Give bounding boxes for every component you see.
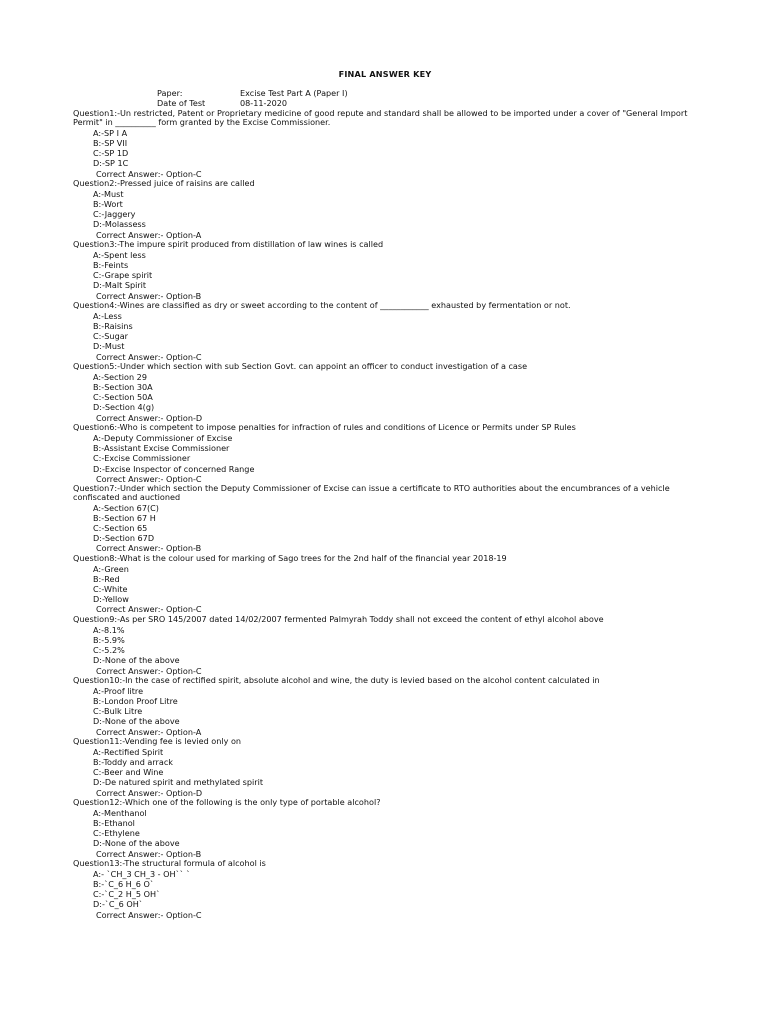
answer-option: C:-Section 50A [93, 392, 153, 403]
question-text: Question10:-In the case of rectified spirit, absolute alcohol and wine, the duty is levied based on the alcohol content calculated in [73, 674, 600, 685]
question-block [73, 737, 693, 798]
answer-option: B:-Section 67 H [93, 512, 156, 523]
answer-option: A:-SP I A [93, 127, 128, 138]
answer-option: A:-Deputy Commissioner of Excise [93, 432, 233, 443]
question-list [73, 109, 693, 920]
correct-answer: Correct Answer:- Option-C [96, 168, 202, 179]
option-list [73, 625, 693, 666]
option-list [73, 869, 693, 910]
paper-value: Excise Test Part A (Paper I) [240, 88, 348, 98]
answer-option: A:-Green [93, 563, 129, 574]
paper-label: Paper: [157, 88, 183, 98]
question-block [73, 676, 693, 737]
correct-answer: Correct Answer:- Option-B [96, 543, 202, 554]
question-block [73, 301, 693, 362]
answer-option: B:-Wort [93, 199, 123, 210]
correct-answer: Correct Answer:- Option-D [96, 412, 203, 423]
answer-option: B:-Toddy and arrack [93, 757, 173, 767]
answer-option: C:-Jaggery [93, 209, 136, 220]
answer-option: D:-Section 4(g) [93, 402, 155, 413]
answer-option: D:-Excise Inspector of concerned Range [93, 463, 255, 474]
question-text: Question7:-Under which section the Deputy Commissioner of Excise can issue a certificate to RTO authorities about the encumbrances of a vehicle confiscated and auctioned [73, 482, 670, 502]
answer-option: B:-Feints [93, 260, 129, 271]
answer-option: D:-Section 67D [93, 533, 155, 544]
question-text: Question4:-Wines are classified as dry or sweet according to the content of ____________ exhausted by fermentation or not. [73, 299, 571, 310]
correct-answer: Correct Answer:- Option-B [96, 290, 202, 301]
answer-option: B:-London Proof Litre [93, 695, 178, 706]
correct-answer: Correct Answer:- Option-B [96, 848, 202, 859]
correct-answer: Correct Answer:- Option-C [96, 909, 202, 920]
answer-option: B:-Assistant Excise Commissioner [93, 443, 230, 454]
answer-option: D:-`C_6 OH` [93, 899, 143, 910]
question-block [73, 615, 693, 676]
answer-option: A:-Section 29 [93, 371, 147, 382]
answer-option: B:-Section 30A [93, 382, 153, 393]
answer-option: D:-None of the above [93, 655, 180, 666]
question-text: Question3:-The impure spirit produced from distillation of law wines is called [73, 238, 384, 249]
correct-answer: Correct Answer:- Option-C [96, 351, 202, 362]
option-list [73, 747, 693, 788]
correct-answer: Correct Answer:- Option-C [96, 473, 202, 484]
answer-option: A:-Rectified Spirit [93, 746, 164, 757]
answer-option: A:-Menthanol [93, 807, 147, 818]
answer-option: A:-8.1% [93, 624, 125, 635]
answer-option: B:-`C_6 H_6 O` [93, 879, 154, 890]
question-block [73, 109, 693, 179]
question-text: Question6:-Who is competent to impose penalties for infraction of rules and conditions of Licence or Permits under SP Rules [73, 421, 576, 432]
question-block [73, 179, 693, 240]
answer-option: B:-Ethanol [93, 818, 135, 829]
correct-answer: Correct Answer:- Option-A [96, 229, 202, 240]
answer-option: D:-Yellow [93, 594, 129, 605]
paper-row [157, 88, 348, 98]
answer-option: A:-Proof litre [93, 685, 144, 696]
answer-option: B:-SP VII [93, 137, 128, 148]
answer-option: A:- `CH_3 CH_3 - OH`` ` [93, 868, 191, 879]
option-list [73, 372, 693, 413]
question-text: Question13:-The structural formula of alcohol is [73, 857, 266, 868]
question-text: Question8:-What is the colour used for marking of Sago trees for the 2nd half of the financial year 2018-19 [73, 552, 507, 563]
answer-option: B:-5.9% [93, 634, 125, 645]
option-list [73, 686, 693, 727]
answer-option: C:-Beer and Wine [93, 767, 164, 778]
option-list [73, 128, 693, 169]
question-text: Question9:-As per SRO 145/2007 dated 14/02/2007 fermented Palmyrah Toddy shall not exceed the content of ethyl alcohol above [73, 613, 604, 624]
question-text: Question11:-Vending fee is levied only on [73, 735, 242, 746]
answer-option: A:-Less [93, 310, 122, 321]
exam-meta [157, 88, 348, 108]
date-label: Date of Test [157, 98, 206, 109]
page-title: FINAL ANSWER KEY [338, 69, 432, 79]
answer-option: D:-None of the above [93, 838, 180, 849]
answer-option: D:-Molassess [93, 219, 146, 230]
correct-answer: Correct Answer:- Option-A [96, 726, 202, 737]
question-block [73, 798, 693, 859]
answer-option: D:-SP 1C [93, 158, 129, 169]
answer-option: A:-Spent less [93, 249, 146, 260]
question-block [73, 859, 693, 920]
answer-option: D:-Malt Spirit [93, 280, 147, 291]
question-text: Question5:-Under which section with sub Section Govt. can appoint an officer to conduct investigation of a case [73, 360, 528, 371]
answer-option: D:-Must [93, 341, 125, 352]
question-block [73, 423, 693, 484]
answer-option: C:-Grape spirit [93, 270, 153, 281]
option-list [73, 808, 693, 849]
answer-option: D:-De natured spirit and methylated spirit [93, 777, 264, 788]
question-text: Question12:-Which one of the following is the only type of portable alcohol? [73, 796, 381, 807]
answer-option: C:-Ethylene [93, 828, 140, 839]
question-text: Question2:-Pressed juice of raisins are called [73, 177, 255, 188]
option-list [73, 189, 693, 230]
question-text: Question1:-Un restricted, Patent or Proprietary medicine of good repute and standard shall be allowed to be imported under a cover of "General Import Permit" in __________ form granted by the Excise Commissioner. [73, 108, 688, 127]
answer-option: C:-5.2% [93, 645, 125, 656]
answer-option: C:-SP 1D [93, 148, 129, 159]
question-block [73, 484, 693, 554]
answer-option: B:-Red [93, 573, 120, 584]
answer-option: A:-Must [93, 188, 124, 199]
answer-option: C:-`C_2 H_5 OH` [93, 889, 161, 900]
option-list [73, 433, 693, 474]
answer-option: C:-Sugar [93, 331, 128, 342]
option-list [73, 311, 693, 352]
question-block [73, 554, 693, 615]
correct-answer: Correct Answer:- Option-C [96, 665, 202, 676]
question-block [73, 240, 693, 301]
question-block [73, 362, 693, 423]
correct-answer: Correct Answer:- Option-D [96, 787, 203, 798]
date-value: 08-11-2020 [240, 98, 288, 109]
answer-option: D:-None of the above [93, 716, 180, 727]
option-list [73, 564, 693, 605]
answer-option: C:-Section 65 [93, 523, 148, 534]
answer-option: C:-Excise Commissioner [93, 453, 191, 464]
answer-option: A:-Section 67(C) [93, 502, 159, 513]
option-list [73, 250, 693, 291]
date-row [157, 98, 348, 108]
answer-option: B:-Raisins [93, 321, 133, 332]
answer-option: C:-White [93, 584, 128, 595]
answer-option: C:-Bulk Litre [93, 706, 143, 717]
correct-answer: Correct Answer:- Option-C [96, 604, 202, 615]
option-list [73, 503, 693, 544]
